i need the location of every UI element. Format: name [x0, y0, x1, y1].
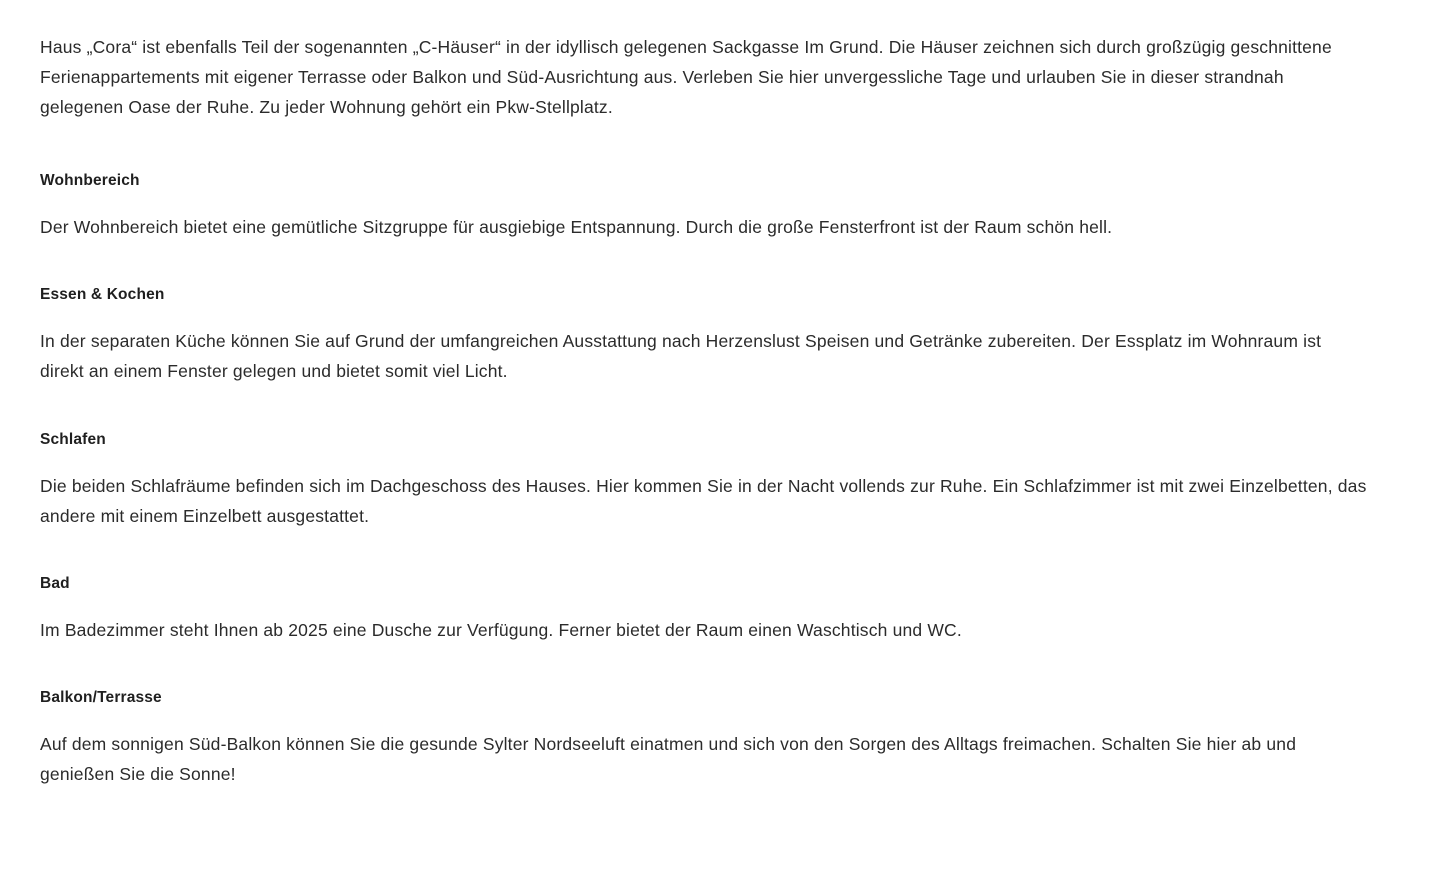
section-heading: Bad [40, 574, 70, 592]
section-bad [40, 575, 1368, 645]
section-heading: Essen & Kochen [40, 286, 165, 304]
intro-paragraph: Haus „Cora“ ist ebenfalls Teil der sogenannten „C-Häuser“ in der idyllisch gelegenen Sackgasse Im Grund. Die Häuser zeichnen sich durch großzügig geschnittene Ferienappartements mit eigener Terrasse oder Balkon und Süd-Ausrichtung aus. Verleben Sie hier unvergessliche Tage und urlauben Sie in dieser strandnah gelegenen Oase der Ruhe. Zu jeder Wohnung gehört ein Pkw-Stellplatz. [40, 37, 1332, 118]
section-schlafen [40, 431, 1368, 531]
section-heading: Schlafen [40, 430, 106, 448]
section-body: Im Badezimmer steht Ihnen ab 2025 eine Dusche zur Verfügung. Ferner bietet der Raum einen Waschtisch und WC. [40, 619, 962, 640]
section-body: Auf dem sonnigen Süd-Balkon können Sie die gesunde Sylter Nordseeluft einatmen und sich von den Sorgen des Alltags freimachen. Schalten Sie hier ab und genießen Sie die Sonne! [40, 733, 1297, 784]
section-heading: Balkon/Terrasse [40, 688, 162, 706]
section-balkon-terrasse [40, 689, 1368, 789]
section-heading: Wohnbereich [40, 172, 140, 190]
section-body: In der separaten Küche können Sie auf Grund der umfangreichen Ausstattung nach Herzenslust Speisen und Getränke zubereiten. Der Essplatz im Wohnraum ist direkt an einem Fenster gelegen und bietet somit viel Licht. [40, 331, 1322, 382]
section-wohnbereich [40, 172, 1368, 242]
section-essen-kochen [40, 286, 1368, 386]
section-body: Der Wohnbereich bietet eine gemütliche Sitzgruppe für ausgiebige Entspannung. Durch die große Fensterfront ist der Raum schön hell. [40, 217, 1113, 238]
section-body: Die beiden Schlafräume befinden sich im Dachgeschoss des Hauses. Hier kommen Sie in der Nacht vollends zur Ruhe. Ein Schlafzimmer ist mit zwei Einzelbetten, das andere mit einem Einzelbett ausgestattet. [40, 475, 1367, 526]
